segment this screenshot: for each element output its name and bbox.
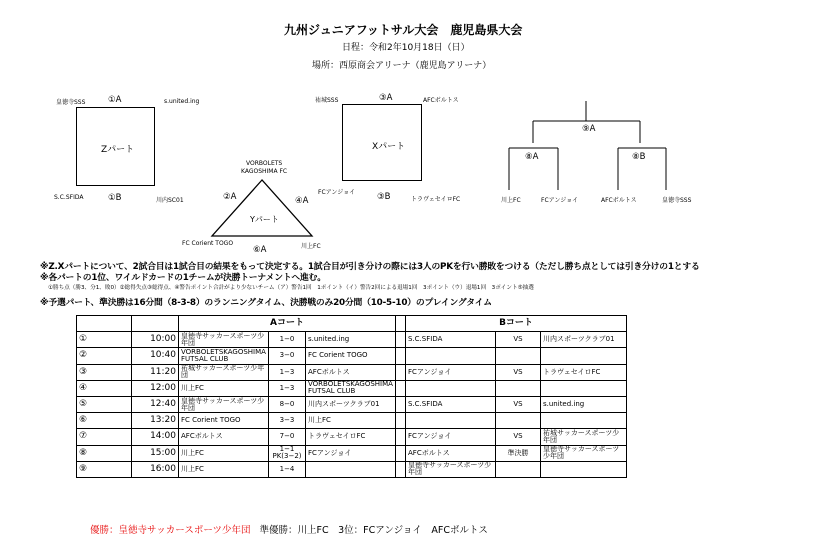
bracket-team-4: 皇徳寺SSS [662, 197, 692, 204]
bracket-team-1: 川上FC [501, 197, 521, 204]
table-row: ⑨ 16:00 川上FC 1−4 皇徳寺サッカースポーツ少年団 [77, 461, 627, 477]
tournament-bracket [509, 101, 666, 190]
z-team-bottom-right: 川内SC01 [156, 197, 184, 204]
x-team-top-right: AFCボルトス [423, 97, 459, 104]
results-line [90, 522, 488, 536]
bracket-final-label: ⑨A [582, 124, 596, 134]
bracket-team-3: AFCボルトス [601, 197, 637, 204]
z-part-label: Zパート [101, 145, 135, 155]
page-title: 九州ジュニアフットサル大会 鹿児島県大会 [284, 23, 523, 37]
court-b-header: Bコート [406, 316, 627, 332]
y-part-label: Yパート [250, 215, 279, 224]
table-row: ① 10:00 皇徳寺サッカースポーツ少年団 1−0 s.united.ing S.C.SFIDA VS 川内スポーツクラブ01 [77, 332, 627, 348]
event-date: 日程：令和2年10月18日（日） [342, 43, 470, 53]
table-row: ② 10:40 VORBOLETSKAGOSHIMA FUTSAL CLUB 3−0 FC Corient TOGO [77, 348, 627, 364]
y-match-right: ④A [295, 196, 309, 206]
y-part-triangle [212, 180, 312, 236]
bracket-semi-right-label: ⑧B [632, 152, 646, 162]
y-team-bottom-left: FC Corient TOGO [182, 240, 234, 247]
table-row: ⑥ 13:20 FC Corient TOGO 3−3 川上FC [77, 413, 627, 429]
table-row: ③ 11:20 祐城サッカースポーツ少年団 1−3 AFCボルトス FCアンジョイ VS トラヴェセイロFC [77, 364, 627, 380]
bracket-team-2: FCアンジョイ [541, 197, 579, 204]
y-match-bottom: ⑥A [253, 245, 267, 255]
x-team-bottom-left: FCアンジョイ [318, 189, 356, 196]
z-team-top-right: s.united.ing [164, 98, 200, 105]
table-row: ⑤ 12:40 皇徳寺サッカースポーツ少年団 8−0 川内スポーツクラブ01 S.C.SFIDA VS s.united.ing [77, 396, 627, 412]
y-team-bottom-right: 川上FC [301, 243, 321, 250]
note-line-1: ※Z.Xパートについて、2試合目は1試合目の結果をもって決定する。1試合目が引き分けの際には3人のPKを行い勝敗をつける（ただし勝ち点としては引き分けの1とする [40, 262, 700, 272]
bracket-semi-left-label: ⑧A [525, 152, 539, 162]
x-part-label: Xパート [372, 142, 406, 152]
z-team-bottom-left: S.C.SFIDA [54, 194, 84, 201]
y-team-top-line1: VORBOLETS [246, 160, 283, 167]
x-team-top-left: 祐城SSS [315, 97, 339, 104]
champion-text: 優勝：皇徳寺サッカースポーツ少年団 [90, 525, 251, 536]
x-match-bottom: ③B [377, 192, 391, 202]
table-row: ④ 12:00 川上FC 1−3 VORBOLETSKAGOSHIMA FUTSAL CLUB [77, 380, 627, 396]
note-line-4: ※予選パート、準決勝は16分間（8-3-8）のランニングタイム、決勝戦のみ20分間（10-5-10）のプレイングタイム [40, 298, 492, 308]
court-a-header: Aコート [179, 316, 396, 332]
schedule-table [76, 315, 627, 478]
z-match-bottom: ①B [108, 193, 122, 203]
schedule-header-row [77, 316, 627, 332]
x-team-bottom-right: トラヴェセイロFC [411, 196, 461, 203]
y-match-left: ②A [223, 192, 237, 202]
x-match-top: ③A [379, 93, 393, 103]
table-row: ⑦ 14:00 AFCボルトス 7−0 トラヴェセイロFC FCアンジョイ VS 祐城サッカースポーツ少年団 [77, 429, 627, 445]
z-team-top-left: 皇徳寺SSS [56, 99, 86, 106]
runner-up-text: 準優勝：川上FC 3位：FCアンジョイ AFCボルトス [259, 525, 488, 536]
note-line-3: ①勝ち点（勝3、分1、敗0）②総得失点③総得点、④警告ポイント合計がより少ないチーム（ア）警告1回 1ポイント（イ）警告2回による退場1回 3ポイント（ウ）退場1回 3ポイント⑤抽選 [48, 285, 534, 291]
y-team-top-line2: KAGOSHIMA FC [241, 168, 288, 175]
note-line-2: ※各パートの1位、ワイルドカードの1チームが決勝トーナメントへ進む。 [40, 273, 326, 283]
table-row: ⑧ 15:00 川上FC 1−1 PK(3−2) FCアンジョイ AFCボルトス 準決勝 皇徳寺サッカースポーツ少年団 [77, 445, 627, 461]
z-match-top: ①A [108, 95, 122, 105]
event-venue: 場所：西原商会アリーナ（鹿児島アリーナ） [312, 61, 492, 71]
